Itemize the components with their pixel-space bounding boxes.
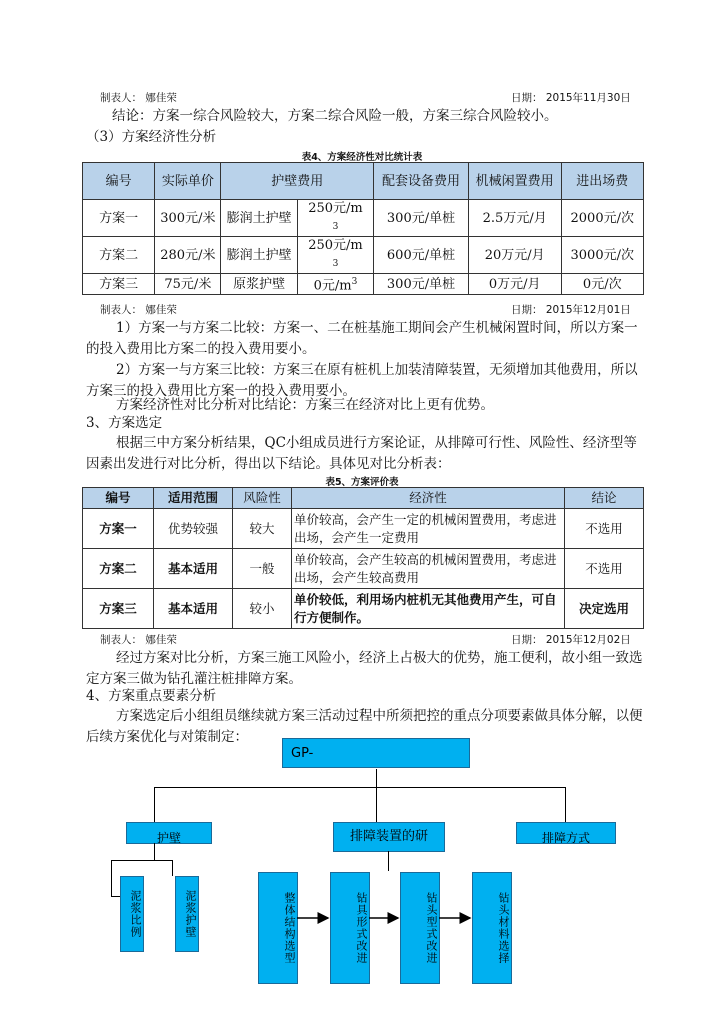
header-cell: 适用范围: [154, 488, 233, 509]
cell: 300元/单桩: [374, 274, 469, 295]
cell: 不选用: [565, 509, 644, 549]
economic-conclusion: 方案经济性对比分析对比结论：方案三在经济对比上更有优势。: [116, 397, 494, 413]
cell: 基本适用: [154, 549, 233, 589]
cell: 单价较高，会产生较高的机械闲置费用，考虑进出场，会产生较高费用: [292, 549, 565, 589]
cell: 300元/米: [155, 200, 221, 237]
header-cell: 实际单价: [155, 163, 221, 200]
diagram-node-left: 护壁: [126, 822, 212, 844]
header-cell: 编号: [83, 163, 155, 200]
cell: 方案三: [83, 589, 154, 629]
cell: 较大: [233, 509, 292, 549]
header-cell: 编号: [83, 488, 154, 509]
date-label: 日期： 2015年12月01日: [511, 304, 631, 316]
date-label: 日期： 2015年12月02日: [511, 634, 631, 646]
date-label: 日期： 2015年11月30日: [511, 92, 631, 104]
cell: 方案一: [83, 509, 154, 549]
superscript: 3: [332, 259, 339, 269]
diagram-leaf: 泥浆护壁: [175, 876, 199, 952]
cell: 决定选用: [565, 589, 644, 629]
cell: 280元/米: [155, 237, 221, 274]
cell: 方案二: [83, 237, 155, 274]
header-cell: 结论: [565, 488, 644, 509]
cell: 方案二: [83, 549, 154, 589]
diagram-leaf: 钻具形式改进: [330, 872, 370, 984]
cell: 一般: [233, 549, 292, 589]
table4-caption: 表4、方案经济性对比统计表: [301, 152, 423, 163]
cell-value: 250元/m: [308, 201, 363, 216]
cell-value: 250元/m: [308, 238, 363, 253]
maker-label: 制表人： 娜佳荣: [100, 92, 177, 104]
diagram-root: GP-: [282, 738, 470, 768]
header-cell: 护壁费用: [221, 163, 374, 200]
cell: 2.5万元/月: [468, 200, 561, 237]
header-cell: 风险性: [233, 488, 292, 509]
cell: 0元/次: [561, 274, 644, 295]
cell: 原浆护壁: [221, 274, 297, 295]
diagram-leaf: 泥浆比例: [120, 876, 144, 952]
header-cell: 进出场费: [561, 163, 644, 200]
maker-label: 制表人： 娜佳荣: [100, 634, 177, 646]
diagram-node-mid: 排障装置的研: [333, 822, 445, 852]
header-cell: 配套设备费用: [374, 163, 469, 200]
key-paragraph: 方案选定后小组组员继续就方案三活动过程中所须把控的重点分项要素做具体分解，以便后续方案优化与对策制定：: [86, 708, 643, 745]
compare-paragraph-2: 2）方案一与方案三比较：方案三在原有桩机上加装清障装置，无须增加其他费用，所以方案三的投入费用比方案一的投入费用要小。: [86, 362, 638, 399]
section-heading-economic: （3）方案经济性分析: [86, 129, 217, 145]
cell: 优势较强: [154, 509, 233, 549]
cell: 20万元/月: [468, 237, 561, 274]
diagram-leaf: 钻头材料选择: [472, 872, 512, 984]
table5-caption: 表5、方案评价表: [325, 477, 399, 488]
cell: 单价较低，利用场内桩机无其他费用产生，可自行方便制作。: [292, 589, 565, 629]
selection-paragraph: 根据三中方案分析结果，QC小组成员进行方案论证，从排障可行性、风险性、经济型等因素出发进行对比分析，得出以下结论。具体见对比分析表：: [86, 435, 637, 472]
conclusion-paragraph: 结论：方案一综合风险较大，方案二综合风险一般，方案三综合风险较小。: [112, 108, 558, 124]
section-heading-key: 4、方案重点要素分析: [86, 688, 217, 704]
superscript: 3: [332, 222, 339, 232]
compare-paragraph-1: 1）方案一与方案二比较：方案一、二在桩基施工期间会产生机械闲置时间，所以方案一的投入费用比方案二的投入费用要小。: [86, 320, 638, 357]
cell: 膨润土护壁: [221, 237, 297, 274]
section-heading-selection: 3、方案选定: [86, 415, 163, 431]
diagram-leaf: 整体结构选型: [258, 872, 298, 984]
cell: 300元/单桩: [374, 200, 469, 237]
header-cell: 经济性: [292, 488, 565, 509]
final-paragraph: 经过方案对比分析，方案三施工风险小，经济上占极大的优势，施工便利，故小组一致选定方案三做为钻孔灌注桩排障方案。: [86, 650, 643, 687]
cell: 较小: [233, 589, 292, 629]
cell: 膨润土护壁: [221, 200, 297, 237]
cell: 0万元/月: [468, 274, 561, 295]
cell-value: 0元/m: [313, 278, 352, 294]
diagram-node-right: 排障方式: [516, 822, 616, 844]
cell: 不选用: [565, 549, 644, 589]
header-cell: 机械闲置费用: [468, 163, 561, 200]
superscript: 3: [351, 277, 358, 287]
cell: 单价较高，会产生一定的机械闲置费用，考虑进出场，会产生一定费用: [292, 509, 565, 549]
maker-label: 制表人： 娜佳荣: [100, 304, 177, 316]
diagram-leaf: 钻头型式改进: [400, 872, 440, 984]
cell: 方案三: [83, 274, 155, 295]
cell: 方案一: [83, 200, 155, 237]
cell: 600元/单桩: [374, 237, 469, 274]
cell: 基本适用: [154, 589, 233, 629]
cell: 75元/米: [155, 274, 221, 295]
cell: 3000元/次: [561, 237, 644, 274]
cell: 2000元/次: [561, 200, 644, 237]
